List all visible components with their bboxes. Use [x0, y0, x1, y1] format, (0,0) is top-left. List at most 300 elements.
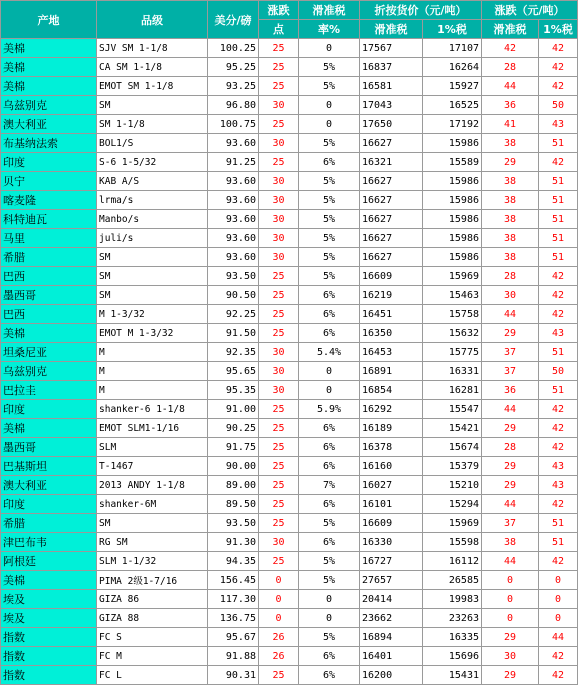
cell-one-pct-price: 15463: [423, 286, 482, 305]
cell-tax-rate: 6%: [299, 305, 360, 324]
cell-tax-rate: 0: [299, 39, 360, 58]
cell-tax-rate: 0: [299, 115, 360, 134]
cell-grade: SJV SM 1-1/8: [97, 39, 208, 58]
cell-rise-one-pct: 42: [539, 552, 578, 571]
cell-change: 30: [259, 343, 299, 362]
cell-origin: 美棉: [1, 77, 97, 96]
cell-slide-price: 16727: [360, 552, 423, 571]
cell-grade: EMOT M 1-3/32: [97, 324, 208, 343]
cell-one-pct-price: 16281: [423, 381, 482, 400]
cell-rise-one-pct: 51: [539, 248, 578, 267]
cell-one-pct-price: 15969: [423, 267, 482, 286]
cell-tax-rate: 0: [299, 609, 360, 628]
cell-origin: 澳大利亚: [1, 115, 97, 134]
cell-rise-slide: 29: [482, 476, 539, 495]
cell-slide-price: 16854: [360, 381, 423, 400]
cell-slide-price: 16321: [360, 153, 423, 172]
cell-rise-slide: 38: [482, 248, 539, 267]
cell-rise-slide: 29: [482, 666, 539, 685]
cell-rise-one-pct: 42: [539, 267, 578, 286]
cell-rise-one-pct: 42: [539, 39, 578, 58]
cell-origin: 美棉: [1, 419, 97, 438]
cell-rise-slide: 38: [482, 191, 539, 210]
cell-one-pct-price: 15986: [423, 191, 482, 210]
cell-slide-price: 16609: [360, 267, 423, 286]
header-change-bottom: 点: [259, 20, 299, 39]
cell-rise-one-pct: 43: [539, 324, 578, 343]
cell-price: 89.00: [208, 476, 259, 495]
cell-grade: M 1-3/32: [97, 305, 208, 324]
cell-price: 93.60: [208, 210, 259, 229]
table-header: [1, 1, 578, 39]
header-change-top: 涨跌: [259, 1, 299, 20]
cell-tax-rate: 7%: [299, 476, 360, 495]
cell-slide-price: 16451: [360, 305, 423, 324]
cell-change: 30: [259, 134, 299, 153]
cell-change: 30: [259, 533, 299, 552]
cell-tax-rate: 5.9%: [299, 400, 360, 419]
cell-tax-rate: 5%: [299, 552, 360, 571]
cell-grade: FC M: [97, 647, 208, 666]
cell-grade: CA SM 1-1/8: [97, 58, 208, 77]
cell-one-pct-price: 16331: [423, 362, 482, 381]
cell-price: 95.67: [208, 628, 259, 647]
cell-origin: 津巴布韦: [1, 533, 97, 552]
cell-one-pct-price: 15927: [423, 77, 482, 96]
cell-change: 25: [259, 666, 299, 685]
cell-one-pct-price: 19983: [423, 590, 482, 609]
cell-origin: 坦桑尼亚: [1, 343, 97, 362]
cell-grade: FC S: [97, 628, 208, 647]
cell-grade: SM: [97, 286, 208, 305]
cell-slide-price: 17650: [360, 115, 423, 134]
cell-change: 26: [259, 647, 299, 666]
cell-origin: 墨西哥: [1, 286, 97, 305]
cell-tax-rate: 5%: [299, 514, 360, 533]
cell-origin: 巴拉圭: [1, 381, 97, 400]
cell-origin: 科特迪瓦: [1, 210, 97, 229]
cell-one-pct-price: 15758: [423, 305, 482, 324]
cell-rise-slide: 0: [482, 590, 539, 609]
table-row: [1, 134, 578, 153]
cell-rise-slide: 44: [482, 552, 539, 571]
cell-grade: S-6 1-5/32: [97, 153, 208, 172]
cell-tax-rate: 5%: [299, 77, 360, 96]
cell-rise-one-pct: 42: [539, 647, 578, 666]
cell-grade: SM: [97, 267, 208, 286]
table-row: [1, 305, 578, 324]
cell-rise-slide: 36: [482, 381, 539, 400]
cell-one-pct-price: 15379: [423, 457, 482, 476]
cell-price: 93.60: [208, 248, 259, 267]
cell-rise-one-pct: 51: [539, 381, 578, 400]
table-row: [1, 324, 578, 343]
header-tax-top: 滑准税: [299, 1, 360, 20]
cell-origin: 阿根廷: [1, 552, 97, 571]
cell-price: 90.00: [208, 457, 259, 476]
cell-grade: T-1467: [97, 457, 208, 476]
cell-price: 93.50: [208, 514, 259, 533]
cell-slide-price: 16891: [360, 362, 423, 381]
cell-one-pct-price: 15674: [423, 438, 482, 457]
cell-tax-rate: 5%: [299, 58, 360, 77]
cell-change: 25: [259, 400, 299, 419]
cell-origin: 乌兹别克: [1, 96, 97, 115]
cell-tax-rate: 6%: [299, 666, 360, 685]
header-rise: 涨跌（元/吨）: [482, 1, 578, 20]
cell-grade: SLM: [97, 438, 208, 457]
cell-rise-one-pct: 0: [539, 571, 578, 590]
cell-tax-rate: 5.4%: [299, 343, 360, 362]
cell-price: 136.75: [208, 609, 259, 628]
cell-tax-rate: 6%: [299, 438, 360, 457]
cell-tax-rate: 5%: [299, 134, 360, 153]
table-row: [1, 457, 578, 476]
cell-rise-slide: 28: [482, 58, 539, 77]
cell-origin: 印度: [1, 495, 97, 514]
cell-change: 26: [259, 628, 299, 647]
cell-rise-one-pct: 50: [539, 96, 578, 115]
table-row: [1, 514, 578, 533]
cell-slide-price: 16401: [360, 647, 423, 666]
table-row: [1, 666, 578, 685]
cell-change: 25: [259, 457, 299, 476]
table-row: [1, 419, 578, 438]
cell-grade: FC L: [97, 666, 208, 685]
cell-change: 30: [259, 172, 299, 191]
cell-price: 90.50: [208, 286, 259, 305]
cell-rise-one-pct: 51: [539, 533, 578, 552]
cell-rise-slide: 42: [482, 39, 539, 58]
cell-change: 25: [259, 58, 299, 77]
cell-slide-price: 16378: [360, 438, 423, 457]
cell-change: 30: [259, 248, 299, 267]
cell-price: 156.45: [208, 571, 259, 590]
cell-change: 25: [259, 552, 299, 571]
cell-rise-slide: 28: [482, 438, 539, 457]
cell-origin: 马里: [1, 229, 97, 248]
cell-price: 95.65: [208, 362, 259, 381]
cell-price: 95.25: [208, 58, 259, 77]
cell-change: 25: [259, 438, 299, 457]
cell-price: 93.50: [208, 267, 259, 286]
cell-price: 91.30: [208, 533, 259, 552]
cell-price: 94.35: [208, 552, 259, 571]
cell-price: 93.60: [208, 229, 259, 248]
cell-rise-one-pct: 42: [539, 77, 578, 96]
cell-origin: 埃及: [1, 609, 97, 628]
table-row: [1, 647, 578, 666]
cell-origin: 美棉: [1, 571, 97, 590]
cell-price: 92.35: [208, 343, 259, 362]
cell-origin: 埃及: [1, 590, 97, 609]
cell-rise-one-pct: 0: [539, 590, 578, 609]
cell-price: 95.35: [208, 381, 259, 400]
cell-price: 93.25: [208, 77, 259, 96]
table-row: [1, 77, 578, 96]
cell-one-pct-price: 17107: [423, 39, 482, 58]
table-row: [1, 39, 578, 58]
header-slide: 滑准税: [360, 20, 423, 39]
cell-rise-slide: 29: [482, 419, 539, 438]
cell-rise-slide: 37: [482, 514, 539, 533]
cell-change: 25: [259, 77, 299, 96]
cell-grade: RG SM: [97, 533, 208, 552]
cell-slide-price: 16894: [360, 628, 423, 647]
cell-slide-price: 16160: [360, 457, 423, 476]
cell-one-pct-price: 15294: [423, 495, 482, 514]
cell-slide-price: 16453: [360, 343, 423, 362]
table-row: [1, 286, 578, 305]
cell-one-pct-price: 16112: [423, 552, 482, 571]
cell-rise-one-pct: 42: [539, 438, 578, 457]
cell-grade: SM: [97, 96, 208, 115]
header-tax-bottom: 率%: [299, 20, 360, 39]
cell-price: 96.80: [208, 96, 259, 115]
cell-change: 0: [259, 571, 299, 590]
cell-slide-price: 16627: [360, 191, 423, 210]
cell-rise-one-pct: 50: [539, 362, 578, 381]
table-row: [1, 58, 578, 77]
cell-one-pct-price: 15421: [423, 419, 482, 438]
cell-rise-one-pct: 51: [539, 210, 578, 229]
cell-rise-one-pct: 51: [539, 134, 578, 153]
cell-grade: juli/s: [97, 229, 208, 248]
cell-price: 92.25: [208, 305, 259, 324]
cell-rise-slide: 38: [482, 134, 539, 153]
cell-grade: EMOT SLM1-1/16: [97, 419, 208, 438]
cell-slide-price: 16837: [360, 58, 423, 77]
table-row: [1, 343, 578, 362]
cell-rise-slide: 38: [482, 210, 539, 229]
cell-rise-one-pct: 42: [539, 666, 578, 685]
header-grade: 品级: [97, 1, 208, 39]
cell-slide-price: 16627: [360, 134, 423, 153]
table-row: [1, 495, 578, 514]
cell-rise-one-pct: 42: [539, 305, 578, 324]
cell-slide-price: 16027: [360, 476, 423, 495]
cell-price: 100.25: [208, 39, 259, 58]
cell-tax-rate: 6%: [299, 533, 360, 552]
cell-slide-price: 16609: [360, 514, 423, 533]
cell-rise-slide: 36: [482, 96, 539, 115]
cell-tax-rate: 6%: [299, 647, 360, 666]
table-row: [1, 210, 578, 229]
cell-one-pct-price: 16264: [423, 58, 482, 77]
cell-rise-one-pct: 51: [539, 172, 578, 191]
cell-one-pct-price: 15986: [423, 210, 482, 229]
cell-tax-rate: 5%: [299, 628, 360, 647]
cell-change: 25: [259, 476, 299, 495]
cell-rise-one-pct: 51: [539, 191, 578, 210]
cell-tax-rate: 6%: [299, 153, 360, 172]
cell-slide-price: 17043: [360, 96, 423, 115]
cell-rise-slide: 29: [482, 153, 539, 172]
cell-rise-one-pct: 42: [539, 419, 578, 438]
table-row: [1, 533, 578, 552]
cell-origin: 美棉: [1, 39, 97, 58]
cell-change: 25: [259, 115, 299, 134]
cell-one-pct-price: 15696: [423, 647, 482, 666]
cell-one-pct-price: 15589: [423, 153, 482, 172]
cell-slide-price: 17567: [360, 39, 423, 58]
cell-one-pct-price: 15986: [423, 229, 482, 248]
cell-origin: 巴基斯坦: [1, 457, 97, 476]
cell-rise-one-pct: 43: [539, 476, 578, 495]
cell-grade: M: [97, 343, 208, 362]
cell-rise-slide: 29: [482, 628, 539, 647]
cell-slide-price: 16200: [360, 666, 423, 685]
cell-rise-one-pct: 51: [539, 514, 578, 533]
cell-tax-rate: 5%: [299, 267, 360, 286]
cell-rise-slide: 29: [482, 324, 539, 343]
cell-grade: GIZA 88: [97, 609, 208, 628]
cell-tax-rate: 6%: [299, 495, 360, 514]
table-row: [1, 191, 578, 210]
cell-grade: shanker-6 1-1/8: [97, 400, 208, 419]
cell-rise-slide: 30: [482, 647, 539, 666]
cell-change: 25: [259, 495, 299, 514]
cell-tax-rate: 5%: [299, 191, 360, 210]
cell-origin: 喀麦隆: [1, 191, 97, 210]
cell-grade: lrma/s: [97, 191, 208, 210]
cell-one-pct-price: 26585: [423, 571, 482, 590]
table-row: [1, 476, 578, 495]
cell-rise-slide: 41: [482, 115, 539, 134]
cell-one-pct-price: 16335: [423, 628, 482, 647]
table-row: [1, 381, 578, 400]
cell-change: 30: [259, 191, 299, 210]
cell-one-pct-price: 16525: [423, 96, 482, 115]
cell-one-pct-price: 15969: [423, 514, 482, 533]
cell-tax-rate: 5%: [299, 229, 360, 248]
cell-origin: 巴西: [1, 305, 97, 324]
cell-slide-price: 16330: [360, 533, 423, 552]
cell-grade: PIMA 2级1-7/16: [97, 571, 208, 590]
cell-slide-price: 20414: [360, 590, 423, 609]
cell-grade: M: [97, 362, 208, 381]
cell-tax-rate: 5%: [299, 248, 360, 267]
table-row: [1, 115, 578, 134]
cell-price: 93.60: [208, 134, 259, 153]
cell-change: 25: [259, 514, 299, 533]
cell-grade: 2013 ANDY 1-1/8: [97, 476, 208, 495]
cell-rise-one-pct: 42: [539, 58, 578, 77]
cell-grade: Manbo/s: [97, 210, 208, 229]
cell-slide-price: 16627: [360, 172, 423, 191]
cell-change: 25: [259, 419, 299, 438]
cell-one-pct-price: 17192: [423, 115, 482, 134]
cell-rise-slide: 44: [482, 495, 539, 514]
cell-rise-slide: 38: [482, 533, 539, 552]
cell-rise-slide: 30: [482, 286, 539, 305]
cell-tax-rate: 5%: [299, 172, 360, 191]
cell-one-pct-price: 23263: [423, 609, 482, 628]
cell-tax-rate: 5%: [299, 571, 360, 590]
cell-rise-one-pct: 44: [539, 628, 578, 647]
cell-rise-slide: 29: [482, 457, 539, 476]
cell-grade: M: [97, 381, 208, 400]
cell-grade: EMOT SM 1-1/8: [97, 77, 208, 96]
header-price: 美分/磅: [208, 1, 259, 39]
cell-tax-rate: 0: [299, 96, 360, 115]
cell-tax-rate: 5%: [299, 210, 360, 229]
table-row: [1, 400, 578, 419]
table-row: [1, 248, 578, 267]
cell-rise-one-pct: 42: [539, 153, 578, 172]
cell-price: 91.00: [208, 400, 259, 419]
table-row: [1, 590, 578, 609]
header-one-pct: 1%税: [423, 20, 482, 39]
cell-price: 91.88: [208, 647, 259, 666]
cell-origin: 印度: [1, 153, 97, 172]
cell-slide-price: 16219: [360, 286, 423, 305]
cell-one-pct-price: 15547: [423, 400, 482, 419]
cell-change: 25: [259, 305, 299, 324]
table-row: [1, 229, 578, 248]
cell-price: 90.31: [208, 666, 259, 685]
cell-origin: 美棉: [1, 58, 97, 77]
cell-rise-one-pct: 43: [539, 115, 578, 134]
cell-change: 30: [259, 381, 299, 400]
cell-origin: 希腊: [1, 514, 97, 533]
cell-slide-price: 16627: [360, 248, 423, 267]
cell-origin: 指数: [1, 666, 97, 685]
cell-grade: SM: [97, 514, 208, 533]
cell-slide-price: 23662: [360, 609, 423, 628]
table-row: [1, 609, 578, 628]
cell-rise-slide: 0: [482, 609, 539, 628]
cell-one-pct-price: 15210: [423, 476, 482, 495]
cell-slide-price: 16101: [360, 495, 423, 514]
cell-change: 0: [259, 609, 299, 628]
cell-one-pct-price: 15986: [423, 134, 482, 153]
cell-origin: 指数: [1, 628, 97, 647]
cell-one-pct-price: 15775: [423, 343, 482, 362]
cell-rise-one-pct: 0: [539, 609, 578, 628]
cell-slide-price: 16292: [360, 400, 423, 419]
header-converted: 折按货价（元/吨）: [360, 1, 482, 20]
cell-grade: SM 1-1/8: [97, 115, 208, 134]
cell-change: 30: [259, 210, 299, 229]
table-row: [1, 438, 578, 457]
table-row: [1, 267, 578, 286]
cell-slide-price: 16581: [360, 77, 423, 96]
cell-rise-one-pct: 43: [539, 457, 578, 476]
cell-origin: 美棉: [1, 324, 97, 343]
cell-price: 93.60: [208, 191, 259, 210]
table-row: [1, 628, 578, 647]
cell-change: 30: [259, 229, 299, 248]
cell-grade: BOL1/S: [97, 134, 208, 153]
cell-slide-price: 16627: [360, 229, 423, 248]
cell-origin: 巴西: [1, 267, 97, 286]
cell-origin: 印度: [1, 400, 97, 419]
cell-change: 30: [259, 362, 299, 381]
cell-tax-rate: 6%: [299, 419, 360, 438]
cell-slide-price: 16350: [360, 324, 423, 343]
cell-change: 25: [259, 267, 299, 286]
header-rise-slide: 滑准税: [482, 20, 539, 39]
cell-rise-slide: 37: [482, 362, 539, 381]
cell-rise-one-pct: 42: [539, 495, 578, 514]
cell-price: 117.30: [208, 590, 259, 609]
cell-rise-one-pct: 51: [539, 343, 578, 362]
cell-rise-slide: 38: [482, 172, 539, 191]
header-rise-one: 1%税: [539, 20, 578, 39]
cell-slide-price: 16627: [360, 210, 423, 229]
cell-price: 100.75: [208, 115, 259, 134]
